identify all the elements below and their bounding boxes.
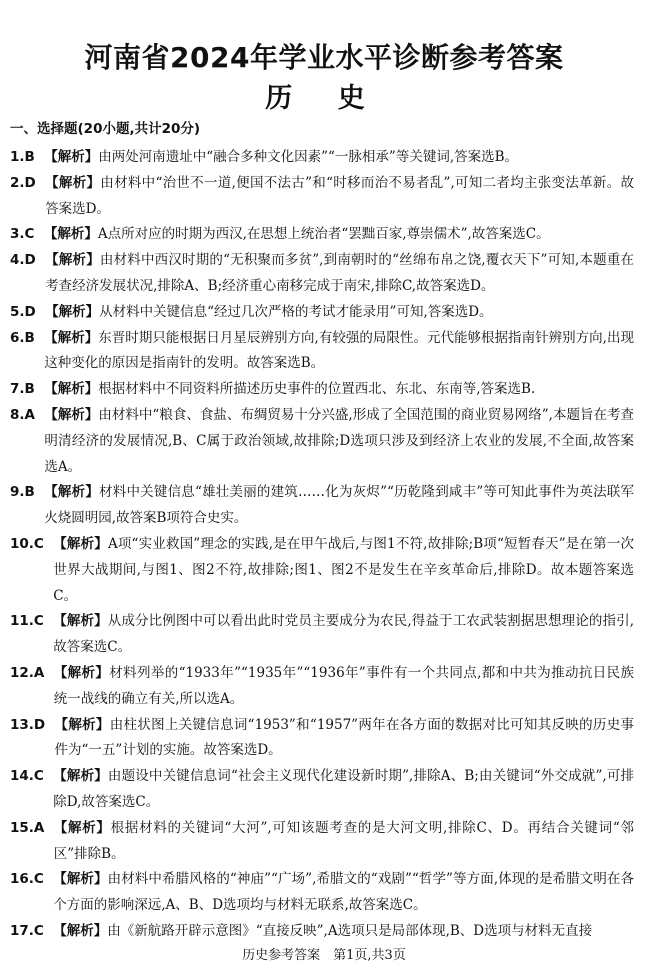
answer-number: 2.D [10, 174, 46, 191]
answer-item [10, 326, 634, 378]
answer-number: 14.C [10, 768, 54, 785]
answer-item [10, 222, 634, 248]
analysis-tag: 【解析】 [45, 174, 101, 191]
analysis-tag: 【解析】 [53, 871, 108, 888]
analysis-tag: 【解析】 [54, 716, 110, 733]
answer-content [44, 145, 634, 171]
answer-number: 9.B [10, 484, 45, 501]
answer-explanation: 材料中关键信息“雄壮美丽的建筑……化为灰烬”“历乾隆到咸丰”等可知此事件为英法联军火烧圆明园,故答案B项符合史实。 [44, 484, 634, 527]
answer-item [10, 377, 634, 403]
analysis-tag: 【解析】 [44, 329, 99, 346]
answer-explanation: 由材料中西汉时期的“无积聚而多贫”,到南朝时的“丝绵布帛之饶,覆衣天下”可知,本题重在考查经济发展状况,排除A、B;经济重心南移完成于南宋,排除C,故答案选D。 [45, 252, 635, 294]
answer-item [10, 532, 634, 609]
answer-number: 5.D [10, 303, 46, 320]
answer-number: 16.C [10, 871, 54, 888]
answer-number: 7.B [10, 381, 45, 398]
answer-explanation: 由材料中希腊风格的“神庙”“广场”,希腊文的“戏剧”“哲学”等方面,体现的是希腊文明在各个方面的影响深远,A、B、D选项均与材料无联系,故答案选C。 [53, 871, 635, 914]
answer-item [10, 919, 634, 945]
answer-content [44, 403, 634, 480]
answer-item [10, 609, 634, 661]
page-title: 河南省2024年学业水平诊断参考答案 [84, 41, 564, 74]
answer-explanation: A点所对应的时期为西汉,在思想上统治者“罢黜百家,尊崇儒术”,故答案选C。 [97, 226, 550, 243]
answer-item [10, 480, 634, 532]
answer-content [53, 609, 634, 661]
answer-content [53, 867, 634, 919]
analysis-tag: 【解析】 [53, 664, 110, 681]
answer-explanation: 从材料中关键信息“经过几次严格的考试才能录用”可知,答案选D。 [99, 303, 493, 320]
answer-number: 15.A [10, 819, 54, 836]
analysis-tag: 【解析】 [43, 226, 98, 243]
answer-number: 12.A [10, 664, 54, 681]
answer-item [10, 661, 634, 713]
answer-item [10, 713, 634, 765]
answer-number: 11.C [10, 613, 54, 630]
analysis-tag: 【解析】 [45, 252, 100, 269]
analysis-tag: 【解析】 [44, 406, 99, 423]
answer-number: 10.C [10, 535, 54, 552]
answer-content [54, 816, 634, 868]
answer-content [44, 326, 634, 378]
answer-item [10, 867, 634, 919]
answer-explanation: 材料列举的“1933年”“1935年”“1936年”事件有一个共同点,都和中共为推动抗日民族统一战线的确立有关,所以选A。 [53, 664, 634, 707]
analysis-tag: 【解析】 [44, 484, 100, 501]
answer-content [44, 222, 634, 248]
answer-number: 8.A [10, 406, 45, 423]
answer-item [10, 145, 634, 171]
analysis-tag: 【解析】 [53, 535, 108, 552]
answer-content [45, 171, 634, 223]
answer-item [10, 171, 634, 223]
answer-explanation: 由柱状图上关键信息词“1953”和“1957”两年在各方面的数据对比可知其反映的历史事件为“一五”计划的实施。故答案选D。 [54, 716, 634, 759]
answer-content [55, 713, 634, 765]
answer-number: 17.C [10, 922, 54, 939]
answer-explanation: 由两处河南遗址中“融合多种文化因素”“一脉相承”等关键词,答案选B。 [98, 149, 519, 165]
answer-number: 4.D [10, 252, 46, 269]
analysis-tag: 【解析】 [53, 819, 111, 836]
analysis-tag: 【解析】 [53, 922, 108, 939]
answer-explanation: 根据材料的关键词“大河”,可知该题考查的是大河文明,排除C、D。再结合关键词“邻区”排除B。 [53, 819, 634, 862]
subject-title: 历 史 [265, 83, 383, 114]
answer-content [44, 377, 634, 403]
answer-content [44, 480, 634, 532]
section-heading: 一、选择题(20小题,共计20分) [10, 121, 201, 137]
answer-explanation: A项“实业救国”理念的实践,是在甲午战后,与图1不符,故排除;B项“短暂春天”是在第一次世界大战期间,与图1、图2不符,故排除;图1、图2不是发生在辛亥革命后,排除D。故本题答案选C。 [53, 535, 634, 604]
answer-explanation: 由题设中关键信息词“社会主义现代化建设新时期”,排除A、B;由关键词“外交成就”,可排除D,故答案选C。 [53, 768, 635, 810]
answer-explanation: 东晋时期只能根据日月星辰辨别方向,有较强的局限性。元代能够根据指南针辨别方向,出现这种变化的原因是指南针的发明。故答案选B。 [44, 329, 634, 372]
answer-content [54, 661, 634, 713]
analysis-tag: 【解析】 [44, 381, 99, 398]
answer-explanation: 由《新航路开辟示意图》“直接反映”,A选项只是局部体现,B、D选项与材料无直接 [107, 922, 593, 939]
answer-content [45, 300, 634, 326]
answer-list [10, 145, 634, 945]
answer-item [10, 403, 634, 480]
answer-explanation: 由材料中“治世不一道,便国不法古”和“时移而治不易者乱”,可知二者均主张变法革新。故答案选D。 [45, 174, 634, 217]
answer-item [10, 300, 634, 326]
answer-content [45, 248, 634, 300]
analysis-tag: 【解析】 [53, 613, 108, 630]
answer-item [10, 816, 634, 868]
answer-explanation: 由材料中“粮食、食盐、布绸贸易十分兴盛,形成了全国范围的商业贸易网络”,本题旨在考查明清经济的发展情况,B、C属于政治领域,故排除;D选项只涉及到经济上农业的发展,不全面,故答案选A。 [44, 406, 635, 475]
answer-number: 1.B [10, 149, 45, 165]
answer-explanation: 根据材料中不同资料所描述历史事件的位置西北、东北、东南等,答案选B. [98, 381, 536, 398]
analysis-tag: 【解析】 [53, 768, 108, 785]
answer-explanation: 从成分比例图中可以看出此时党员主要成分为农民,得益于工农武装割据思想理论的指引,故答案选C。 [53, 613, 634, 656]
answer-number: 3.C [10, 226, 44, 243]
page-footer: 历史参考答案 第1页,共3页 [242, 948, 406, 963]
answer-item [10, 764, 634, 816]
answer-number: 13.D [10, 716, 55, 733]
answer-item [10, 248, 634, 300]
answer-number: 6.B [10, 329, 45, 346]
analysis-tag: 【解析】 [45, 303, 100, 320]
answer-content [53, 919, 634, 945]
answer-content [53, 532, 634, 609]
analysis-tag: 【解析】 [44, 149, 99, 165]
answer-content [53, 764, 634, 816]
